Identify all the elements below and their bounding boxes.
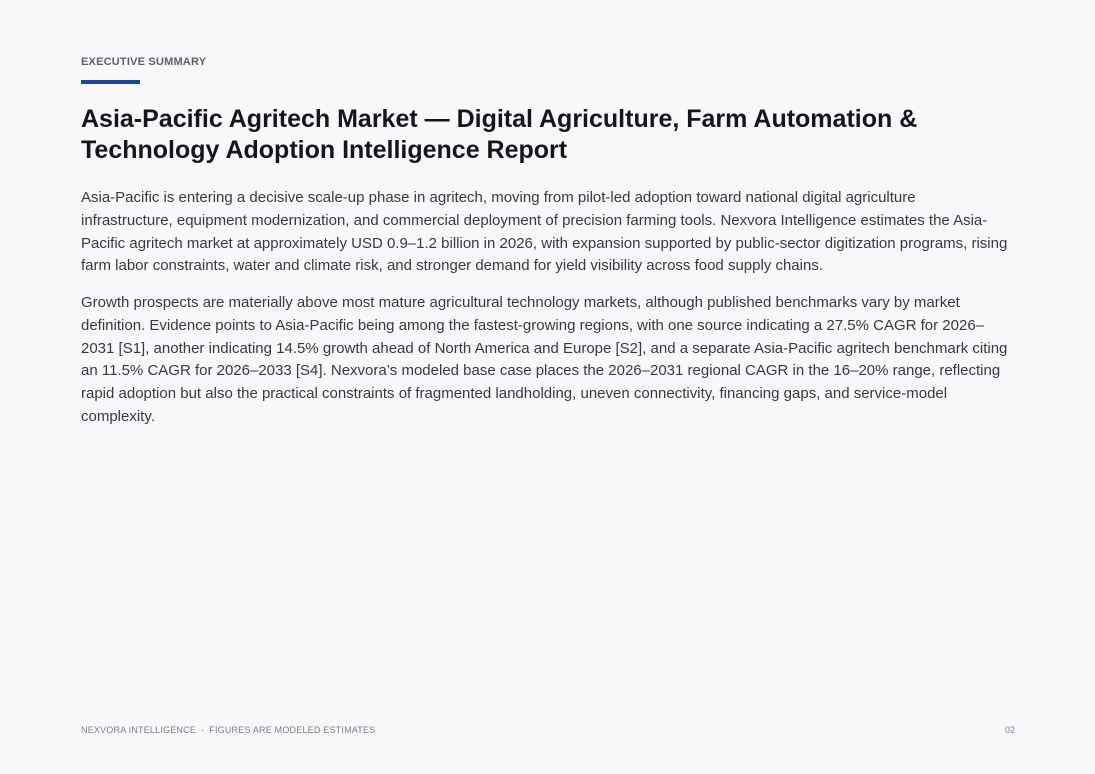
footer-brand: NEXVORA INTELLIGENCE (81, 725, 197, 735)
summary-paragraph-1: Asia-Pacific is entering a decisive scale-up phase in agritech, moving from pilot-led adoption toward national digital agriculture infrastructure, equipment modernization, and commercial deployment of precision farming tools. Nexvora Intelligence estimates the Asia-Pacific agritech market at approximately USD 0.9–1.2 billion in 2026, with expansion supported by public-sector digitization programs, rising farm labor constraints, water and climate risk, and stronger demand for yield visibility across food supply chains. (81, 189, 1008, 275)
footer-credit (81, 725, 375, 735)
page-title: Asia-Pacific Agritech Market — Digital Agriculture, Farm Automation & Technology Adoption Intelligence Report (81, 105, 918, 164)
footer-separator: · (201, 725, 205, 735)
summary-paragraph-2: Growth prospects are materially above most mature agricultural technology markets, although published benchmarks vary by market definition. Evidence points to Asia-Pacific being among the fastest-growing regions, with one source indicating a 27.5% CAGR for 2026–2031 [S1], another indicating 14.5% growth ahead of North America and Europe [S2], and a separate Asia-Pacific agritech benchmark citing an 11.5% CAGR for 2026–2033 [S4]. Nexvora’s modeled base case places the 2026–2031 regional CAGR in the 16–20% range, reflecting rapid adoption but also the practical constraints of fragmented landholding, uneven connectivity, financing gaps, and service-model complexity. (81, 294, 1008, 425)
page-number: 02 (1004, 725, 1015, 735)
section-eyebrow: EXECUTIVE SUMMARY (81, 56, 207, 68)
footer-note: FIGURES ARE MODELED ESTIMATES (209, 725, 376, 735)
report-page (81, 0, 1015, 774)
accent-bar (81, 80, 140, 84)
